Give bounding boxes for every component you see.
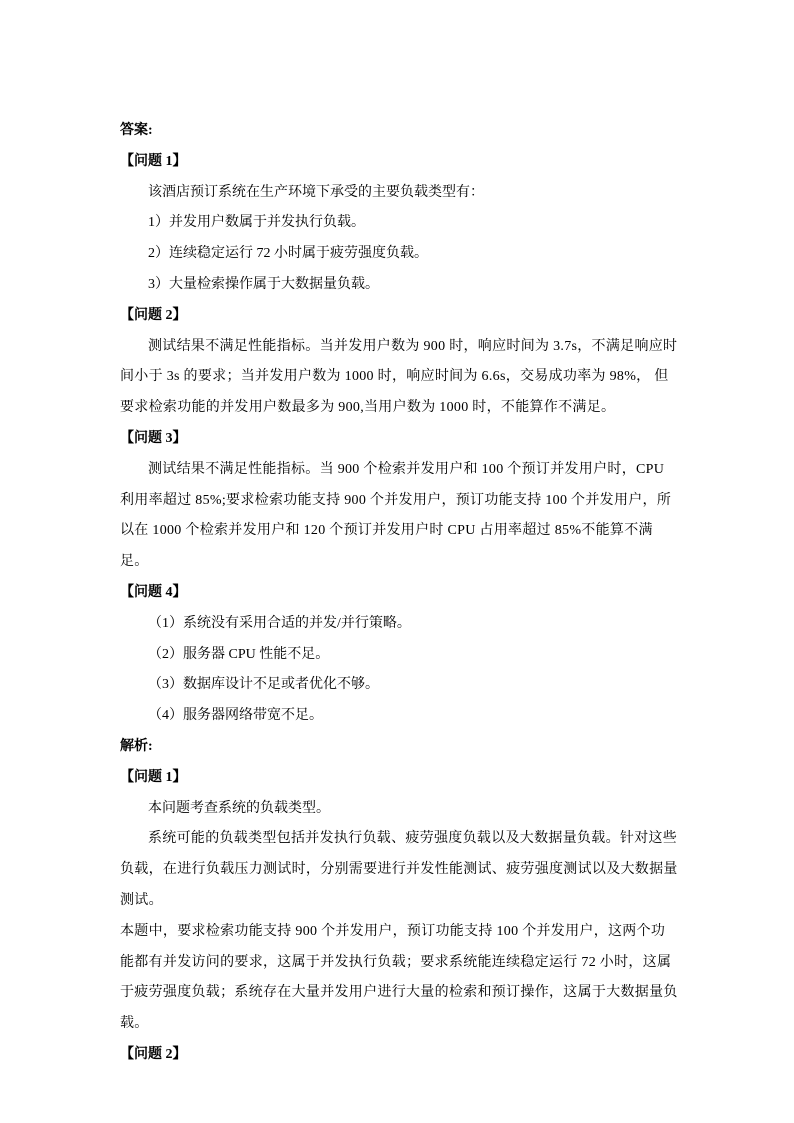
q4-item: （3）数据库设计不足或者优化不够。 [148, 677, 379, 693]
q3-heading: 【问题 3】 [120, 430, 187, 446]
analysis-p1: 本问题考查系统的负载类型。 [148, 800, 330, 816]
answer-label: 答案: [120, 123, 153, 138]
analysis-q2-heading: 【问题 2】 [120, 1046, 187, 1062]
q1-intro: 该酒店预订系统在生产环境下承受的主要负载类型有： [148, 184, 484, 200]
q3-answer: 测试结果不满足性能指标。当 900 个检索并发用户和 100 个预订并发用户时，CPU 利用率超过 85%;要求检索功能支持 900 个并发用户，预订功能支持 100 个并发用户，所以在 1000 个检索并发用户和 120 个预订并发用户时 CPU 占用率超过 85%不能算不满足。 [120, 461, 672, 570]
q1-item: 1）并发用户数属于并发执行负载。 [148, 215, 365, 231]
q4-heading: 【问题 4】 [120, 584, 187, 600]
analysis-q1-heading: 【问题 1】 [120, 769, 187, 785]
analysis-label: 解析: [120, 738, 153, 754]
q4-item: （1）系统没有采用合适的并发/并行策略。 [148, 615, 411, 631]
document-body [120, 116, 678, 1071]
q2-heading: 【问题 2】 [120, 307, 187, 323]
q4-item: （4）服务器网络带宽不足。 [148, 708, 323, 724]
q4-item: （2）服务器 CPU 性能不足。 [148, 646, 330, 662]
q1-item: 2）连续稳定运行 72 小时属于疲劳强度负载。 [148, 246, 428, 262]
analysis-p3: 本题中，要求检索功能支持 900 个并发用户，预订功能支持 100 个并发用户，这两个功能都有并发访问的要求，这属于并发执行负载；要求系统能连续稳定运行 72 小时，这属于疲劳强度负载；系统存在大量并发用户进行大量的检索和预订操作，这属于大数据量负载。 [120, 923, 678, 1032]
q1-heading: 【问题 1】 [120, 153, 187, 169]
q2-answer: 测试结果不满足性能指标。当并发用户数为 900 时，响应时间为 3.7s，不满足响应时间小于 3s 的要求；当并发用户数为 1000 时，响应时间为 6.6s，交易成功率为 98%， 但要求检索功能的并发用户数最多为 900,当用户数为 1000 时，不能算作不满足。 [120, 338, 678, 416]
analysis-p2: 系统可能的负载类型包括并发执行负载、疲劳强度负载以及大数据量负载。针对这些负载，在进行负载压力测试时，分别需要进行并发性能测试、疲劳强度测试以及大数据量测试。 [120, 831, 678, 908]
q1-item: 3）大量检索操作属于大数据量负载。 [148, 276, 379, 292]
